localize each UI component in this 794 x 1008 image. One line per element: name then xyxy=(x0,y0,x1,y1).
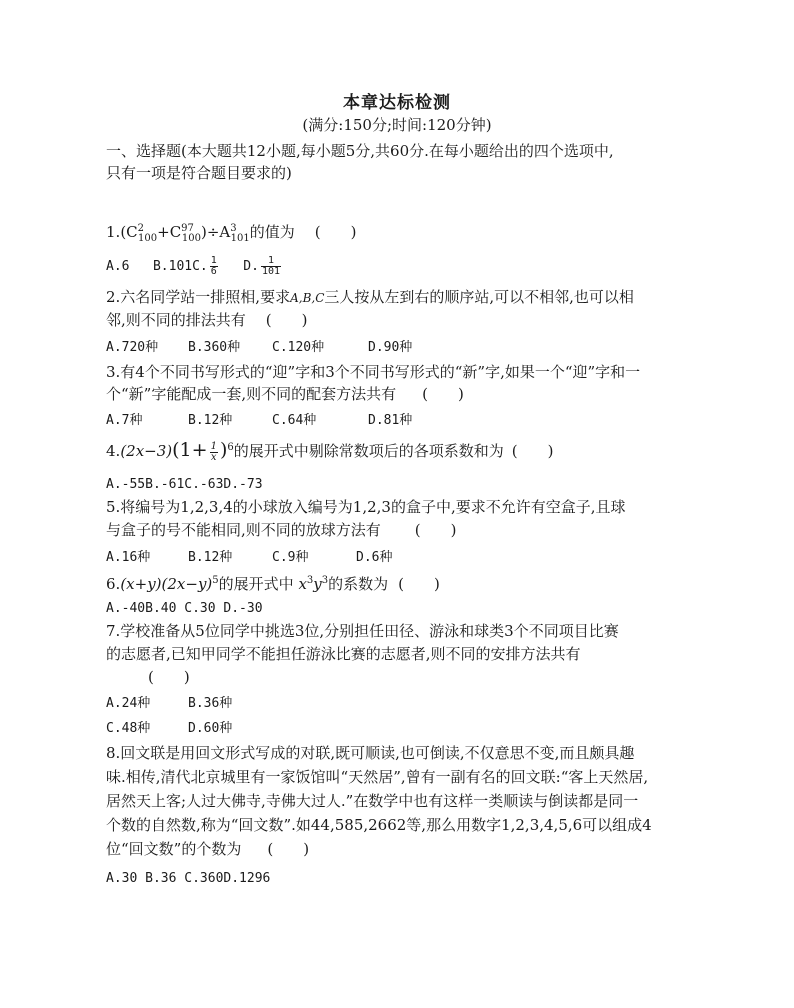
q4-answer-paren: ( ) xyxy=(511,442,554,460)
q1-option-bc: B.101C. xyxy=(152,259,208,274)
question-2-line2 xyxy=(106,309,308,331)
question-4 xyxy=(106,437,553,463)
q3-option-d: D.81种 xyxy=(368,413,413,428)
q7-option-a: A.24种 xyxy=(106,696,151,711)
q1-plus: +C xyxy=(157,223,182,241)
q6-term-y: y xyxy=(313,575,322,593)
question-8-line1: 8.回文联是用回文形式写成的对联,既可顺读,也可倒读,不仅意思不变,而且颇具趣 xyxy=(106,744,635,762)
q1-answer-paren: ( ) xyxy=(314,223,357,241)
q1-number: 1. xyxy=(106,223,121,241)
q1-sub3: 101 xyxy=(230,233,250,244)
q5-option-b: B.12种 xyxy=(188,550,233,565)
q4-frac-den: x xyxy=(210,451,217,463)
q1-sub2: 100 xyxy=(181,233,201,244)
section-heading-line1: 一、选择题(本大题共12小题,每小题5分,共60分.在每小题给出的四个选项中, xyxy=(106,142,614,160)
q5-option-d: D.6种 xyxy=(356,550,393,565)
q3-option-a: A.7种 xyxy=(106,413,143,428)
q2-option-b: B.360种 xyxy=(188,340,241,355)
q7-answer-paren: ( ) xyxy=(148,668,190,686)
question-5-line1: 5.将编号为1,2,3,4的小球放入编号为1,2,3的盒子中,要求不允许有空盒子,且球 xyxy=(106,498,626,516)
q3-text: 个“新”字能配成一套,则不同的配套方法共有 xyxy=(106,385,397,403)
q7-option-c: C.48种 xyxy=(106,721,151,736)
question-3-line1: 3.有4个不同书写形式的“迎”字和3个不同书写形式的“新”字,如果一个“迎”字和一 xyxy=(106,363,641,381)
q1-frac-c-den: 6 xyxy=(210,266,217,277)
q1-sup2: 97 xyxy=(181,223,194,234)
q4-sup: 6 xyxy=(227,442,234,453)
q1-frac-d-num: 1 xyxy=(261,256,281,267)
question-5-line2 xyxy=(106,519,457,541)
q5-text: 与盒子的号不能相同,则不同的放球方法有 xyxy=(106,521,381,539)
q7-option-b: B.36种 xyxy=(188,696,233,711)
q1-frac-d xyxy=(261,256,281,277)
question-3-line2 xyxy=(106,383,464,405)
question-8-line3: 居然天上客;人过大佛寺,寺佛大过人.”在数学中也有这样一类顺读与倒读都是同一 xyxy=(106,792,639,810)
page-title: 本章达标检测 xyxy=(343,93,451,113)
q6-expr: (x+y)(2x−y) xyxy=(120,575,213,593)
q8-answer-paren: ( ) xyxy=(267,840,310,858)
q4-expr2a: (1+ xyxy=(172,439,208,461)
question-7-line2: 的志愿者,已知甲同学不能担任游泳比赛的志愿者,则不同的安排方法共有 xyxy=(106,645,581,663)
q4-expr2b: ) xyxy=(219,439,228,461)
q2-option-c: C.120种 xyxy=(272,340,325,355)
q6-term-x: x xyxy=(298,575,307,593)
q4-frac xyxy=(210,442,218,463)
q1-sup1: 2 xyxy=(137,223,145,234)
q6-options: A.-40B.40 C.30 D.-30 xyxy=(106,601,263,616)
q4-frac-num: 1 xyxy=(210,440,217,452)
question-6 xyxy=(106,570,440,595)
q4-tail: 的展开式中剔除常数项后的各项系数和为 xyxy=(233,442,504,460)
page-subtitle: (满分:150分;时间:120分钟) xyxy=(302,116,492,134)
q1-sub1: 100 xyxy=(138,233,158,244)
q5-answer-paren: ( ) xyxy=(414,521,457,539)
q7-option-d: D.60种 xyxy=(188,721,233,736)
q2-abc: A,B,C xyxy=(290,291,325,305)
q7-options-row1 xyxy=(106,694,232,714)
q4-number: 4. xyxy=(106,442,121,460)
q6-term-y-sup: 3 xyxy=(321,575,329,586)
section-heading-line2: 只有一项是符合题目要求的) xyxy=(106,164,292,182)
question-7-line1: 7.学校准备从5位同学中挑选3位,分别担任田径、游泳和球类3个不同项目比赛 xyxy=(106,622,619,640)
q1-c: C xyxy=(126,223,138,241)
q3-option-c: C.64种 xyxy=(272,413,317,428)
q3-answer-paren: ( ) xyxy=(422,385,464,403)
q1-options xyxy=(106,256,283,277)
q1-frac-c xyxy=(210,256,218,277)
q6-mid: 的展开式中 xyxy=(218,575,294,593)
q1-tail: 的值为 xyxy=(249,223,295,241)
question-2-line1 xyxy=(106,286,634,309)
q8-options: A.30 B.36 C.360D.1296 xyxy=(106,871,271,886)
q1-frac-c-num: 1 xyxy=(210,255,217,266)
q7-options-row2 xyxy=(106,719,232,739)
q1-div: )÷A xyxy=(201,223,231,241)
q1-frac-d-den: 101 xyxy=(261,266,280,277)
q5-option-a: A.16种 xyxy=(106,550,151,565)
q2-text-c: 邻,则不同的排法共有 xyxy=(106,311,246,329)
question-1: $1.(C^2_{100}+C^{97}_{100})\div A^3_{101}$的值为 ( ) xyxy=(106,223,357,244)
q2-option-d: D.90种 xyxy=(368,340,413,355)
q2-text-a: 2.六名同学站一排照相,要求 xyxy=(106,288,291,306)
q3-option-b: B.12种 xyxy=(188,413,233,428)
q6-number: 6. xyxy=(106,575,121,593)
q2-options xyxy=(106,338,412,358)
question-8-line2: 味.相传,清代北京城里有一家饭馆叫“天然居”,曾有一副有名的回文联:“客上天然居, xyxy=(106,768,649,786)
q2-option-a: A.720种 xyxy=(106,340,159,355)
q6-sup: 5 xyxy=(212,575,219,586)
q6-answer-paren: ( ) xyxy=(398,575,440,593)
q1-option-a: A.6 xyxy=(106,259,130,274)
question-8-line4: 个数的自然数,称为“回文数”.如44,585,2662等,那么用数字1,2,3,4,5,6可以组成4 xyxy=(106,816,652,834)
q4-expr1: (2x−3) xyxy=(120,442,173,460)
q3-options xyxy=(106,411,412,431)
q4-options: A.-55B.-61C.-63D.-73 xyxy=(106,477,263,492)
q8-text: 位“回文数”的个数为 xyxy=(106,840,242,858)
q6-term-x-sup: 3 xyxy=(306,575,314,586)
q2-answer-paren: ( ) xyxy=(265,311,308,329)
q5-options xyxy=(106,548,392,568)
q2-text-b: 三人按从左到右的顺序站,可以不相邻,也可以相 xyxy=(324,288,634,306)
q1-option-d: D. xyxy=(243,259,259,274)
q5-option-c: C.9种 xyxy=(272,550,309,565)
q1-sup3: 3 xyxy=(230,223,237,234)
question-8-line5 xyxy=(106,838,309,860)
q6-tail: 的系数为 xyxy=(328,575,389,593)
